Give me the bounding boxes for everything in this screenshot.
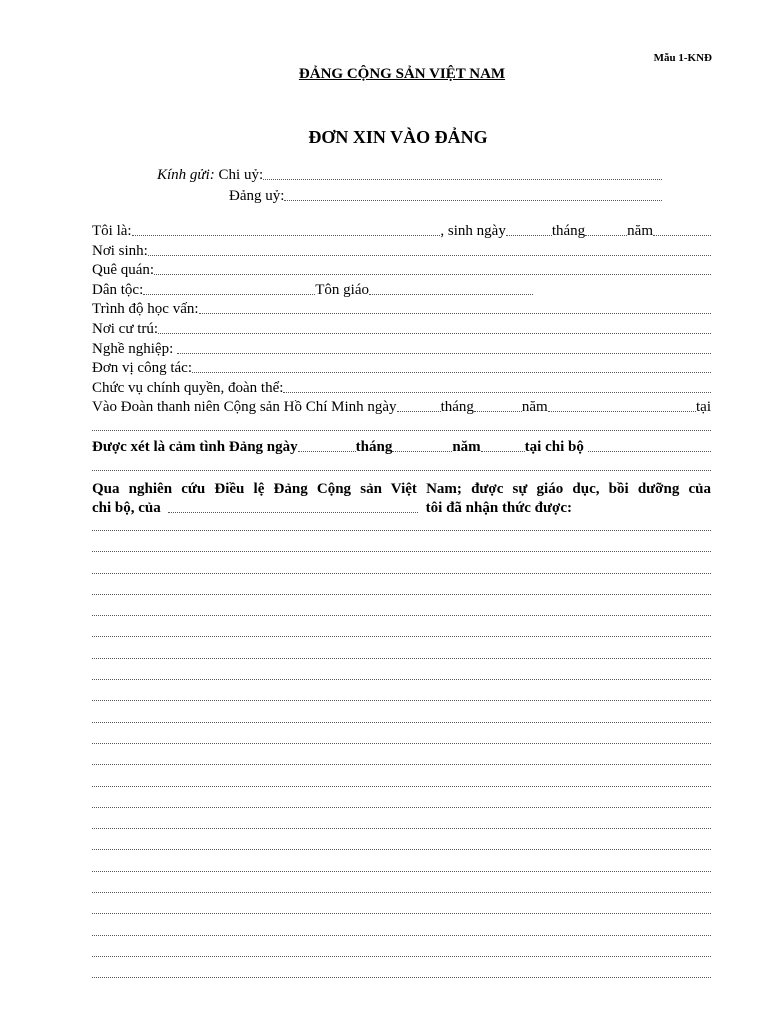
writing-line[interactable] [92, 828, 711, 829]
writing-line[interactable] [92, 764, 711, 765]
writing-line[interactable] [92, 977, 711, 978]
chuc-vu-field[interactable] [283, 389, 711, 393]
ton-giao-label: Tôn giáo [315, 282, 369, 298]
cam-tinh-row [92, 436, 711, 456]
writing-line[interactable] [92, 786, 711, 787]
name-row [92, 220, 711, 240]
writing-line[interactable] [92, 636, 711, 637]
writing-line[interactable] [92, 722, 711, 723]
recipient-dang-uy-row [229, 185, 662, 205]
que-quan-row [92, 259, 711, 279]
vao-doan-day-field[interactable] [397, 408, 441, 412]
writing-line[interactable] [92, 892, 711, 893]
birth-day-field[interactable] [506, 232, 552, 236]
chi-uy-label: Chi uỷ: [218, 167, 264, 183]
chi-uy-field[interactable] [263, 176, 662, 180]
writing-line[interactable] [92, 594, 711, 595]
dan-toc-row [92, 279, 533, 299]
chi-bo-cua-field[interactable] [168, 509, 418, 513]
writing-line[interactable] [92, 871, 711, 872]
party-name-heading: ĐẢNG CỘNG SẢN VIỆT NAM [298, 66, 506, 82]
writing-line[interactable] [92, 573, 711, 574]
statement-line-2 [92, 497, 572, 517]
writing-line[interactable] [92, 551, 711, 552]
writing-line[interactable] [92, 530, 711, 531]
document-title: ĐƠN XIN VÀO ĐẢNG [308, 127, 488, 147]
que-quan-field[interactable] [154, 271, 711, 275]
cam-tinh-chi-bo-field[interactable] [588, 448, 711, 452]
statement-line-1: Qua nghiên cứu Điều lệ Đảng Cộng sản Việt Nam; được sự giáo dục, bồi dưỡng của [92, 481, 711, 497]
chuc-vu-label: Chức vụ chính quyền, đoàn thể: [92, 380, 284, 396]
que-quan-label: Quê quán: [92, 262, 155, 278]
trinh-do-label: Trình độ học vấn: [92, 301, 199, 317]
vao-doan-nam-label: năm [521, 399, 548, 415]
nhan-thuc-label: tôi đã nhận thức được: [425, 500, 572, 516]
birth-year-field[interactable] [653, 232, 711, 236]
cam-tinh-day-field[interactable] [298, 448, 356, 452]
writing-line[interactable] [92, 849, 711, 850]
nghe-nghiep-row [92, 338, 711, 358]
noi-sinh-label: Nơi sinh: [92, 243, 148, 259]
don-vi-row [92, 357, 711, 377]
cam-tinh-nam-label: năm [452, 439, 481, 455]
birth-month-field[interactable] [585, 232, 627, 236]
writing-line[interactable] [92, 615, 711, 616]
sinh-ngay-label: , sinh ngày [440, 223, 506, 239]
vao-doan-place-line[interactable] [92, 430, 711, 431]
cam-tinh-tai-chi-bo-label: tại chi bộ [524, 439, 584, 455]
noi-sinh-row [92, 240, 711, 260]
cam-tinh-month-field[interactable] [392, 448, 452, 452]
writing-line[interactable] [92, 807, 711, 808]
don-vi-label: Đơn vị công tác: [92, 360, 192, 376]
birth-nam-label: năm [627, 223, 653, 239]
vao-doan-tai-label: tại [696, 399, 711, 415]
dang-uy-label: Đảng uỷ: [229, 188, 285, 204]
dang-uy-field[interactable] [284, 197, 662, 201]
writing-line[interactable] [92, 956, 711, 957]
noi-cu-tru-row [92, 318, 711, 338]
writing-line[interactable] [92, 913, 711, 914]
toi-la-label: Tôi là: [92, 223, 132, 239]
writing-line[interactable] [92, 658, 711, 659]
trinh-do-field[interactable] [199, 310, 711, 314]
name-field[interactable] [132, 232, 441, 236]
dan-toc-field[interactable] [143, 291, 315, 295]
chi-bo-cua-label: chi bộ, của [92, 500, 161, 516]
vao-doan-row [92, 396, 711, 416]
nghe-nghiep-label: Nghề nghiệp: [92, 341, 174, 357]
noi-sinh-field[interactable] [148, 252, 711, 256]
birth-thang-label: tháng [551, 223, 586, 239]
writing-line[interactable] [92, 700, 711, 701]
noi-cu-tru-field[interactable] [158, 330, 711, 334]
writing-line[interactable] [92, 743, 711, 744]
chuc-vu-row [92, 377, 711, 397]
kinh-gui-label: Kính gửi: [157, 167, 215, 183]
cam-tinh-thang-label: tháng [355, 439, 393, 455]
recipient-chi-uy-row [157, 164, 662, 184]
vao-doan-label: Vào Đoàn thanh niên Cộng sản Hồ Chí Minh ngày [92, 399, 397, 415]
vao-doan-month-field[interactable] [474, 408, 522, 412]
ton-giao-field[interactable] [369, 291, 533, 295]
don-vi-field[interactable] [192, 369, 711, 373]
form-code: Mẫu 1-KNĐ [653, 52, 712, 64]
dan-toc-label: Dân tộc: [92, 282, 144, 298]
trinh-do-row [92, 298, 711, 318]
cam-tinh-year-field[interactable] [481, 448, 525, 452]
vao-doan-year-field[interactable] [548, 408, 696, 412]
writing-line[interactable] [92, 935, 711, 936]
cam-tinh-label: Được xét là cảm tình Đảng ngày [92, 439, 298, 455]
cam-tinh-extra-line[interactable] [92, 470, 711, 471]
writing-line[interactable] [92, 679, 711, 680]
nghe-nghiep-field[interactable] [177, 350, 711, 354]
noi-cu-tru-label: Nơi cư trú: [92, 321, 159, 337]
vao-doan-thang-label: tháng [440, 399, 474, 415]
